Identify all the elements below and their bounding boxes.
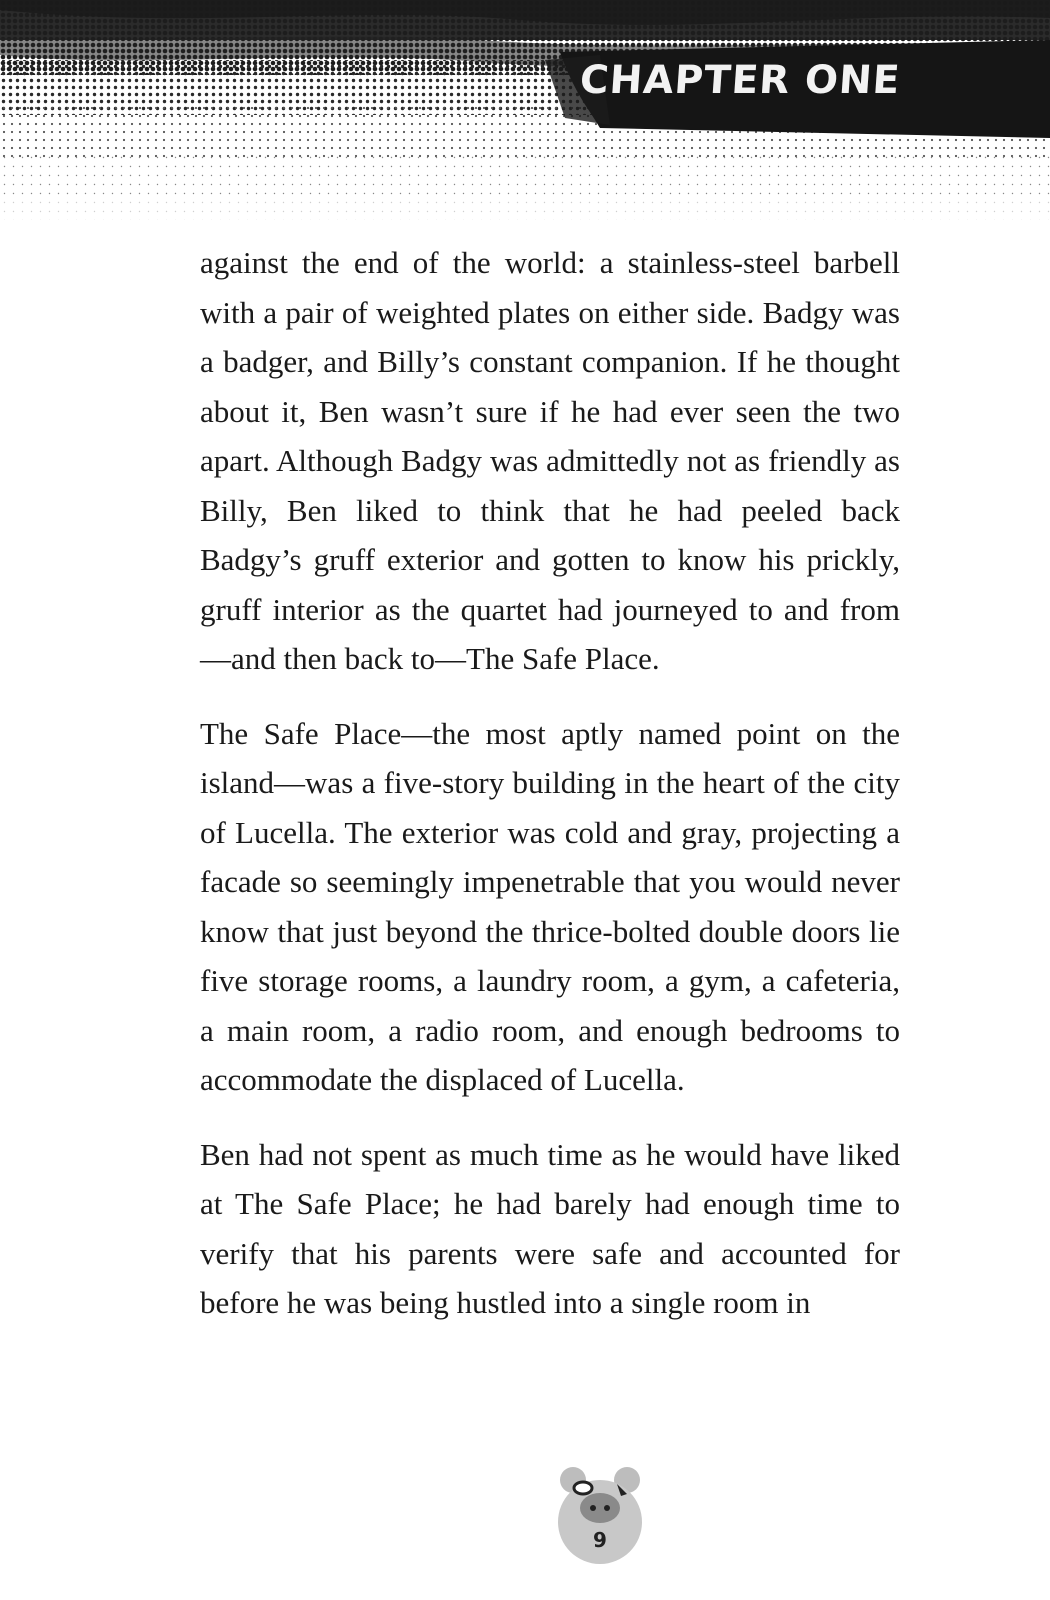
halftone-header-background: [0, 0, 1050, 240]
paragraph: The Safe Place—the most aptly named point on the island—was a five-story building in the heart of the city of Lucella. The exterior was cold and gray, projecting a facade so seemingly impenetrable that you would never know that just beyond the thrice-bolted double doors lie five storage rooms, a laundry room, a gym, a cafeteria, a main room, a radio room, and enough bedrooms to accommodate the displaced of Lucella.: [200, 715, 900, 1097]
paragraph: Ben had not spent as much time as he would have liked at The Safe Place; he had barely had enough time to verify that his parents were safe and accounted for before he was being hustled into a single room in: [200, 1136, 900, 1320]
page-body: [200, 238, 900, 1353]
chapter-title: CHAPTER ONE: [578, 58, 902, 103]
page-number-badge: [555, 1460, 645, 1570]
chapter-header: [0, 0, 1050, 240]
page-number: 9: [593, 1528, 607, 1552]
badger-head-icon: [555, 1460, 645, 1570]
paragraph: against the end of the world: a stainless-steel barbell with a pair of weighted plates on either side. Badgy was a badger, and Billy’s constant companion. If he thought about it, Ben wasn’t sure if he had ever seen the two apart. Although Badgy was admittedly not as friendly as Billy, Ben liked to think that he had peeled back Badgy’s gruff exterior and gotten to know his prickly, gruff interior as the quartet had journeyed to and from—and then back to—The Safe Place.: [200, 245, 900, 676]
